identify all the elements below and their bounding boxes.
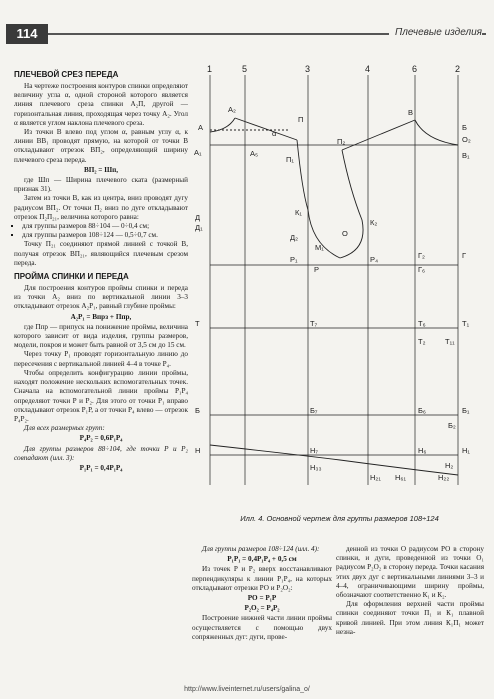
middle-text-column — [192, 545, 332, 642]
paragraph: денной из точки О радиусом РО в сторону спинки, и дуги, проведенной из точки О₁ радиусом Р₂О₂ в сторону переда. Точки касания этих двух дуг с вертикальными линиями 3–3 и 4–4, ограничивающими ширину проймы, обозначают соответственно К₁ и К₂. — [336, 545, 484, 600]
paragraph: На чертеже построения контуров спинки определяют величину угла α, одной стороной которого является линия плечевого среза спинки А₂П, другой — горизонтальная линия, проходящая через точку А₂. Угол α является углом наклона плечевого среза. — [14, 82, 188, 127]
svg-text:Б: Б — [462, 123, 467, 132]
paragraph: где Ппр — припуск на понижение проймы, величина которого зависит от вида изделия, группы размеров, модели, покроя и может быть равной от 3,5 см до 15 см. — [14, 322, 188, 350]
svg-text:2: 2 — [455, 64, 461, 74]
svg-text:Д: Д — [195, 213, 201, 222]
svg-text:Б₆: Б₆ — [418, 406, 426, 415]
svg-text:Б₂: Б₂ — [448, 421, 456, 430]
svg-text:Н₇: Н₇ — [310, 446, 318, 455]
paragraph: Для оформления верхней части проймы спинки соединяют точки П₁ и К₁ плавной кривой линией. При этом линия К₁П₁ может незна- — [336, 600, 484, 636]
svg-text:А: А — [198, 123, 204, 132]
paragraph: Через точку Р₁ проводят горизонтальную линию до пересечения с вертикальной линией 4–4 в точке Р₄. — [14, 350, 188, 368]
svg-text:В: В — [408, 108, 414, 117]
list-item: ▪ для группы размеров 88÷104 — 0÷0,4 см; — [22, 222, 188, 231]
svg-text:Т: Т — [195, 319, 200, 328]
svg-text:Р: Р — [314, 265, 320, 274]
svg-text:Н: Н — [195, 446, 201, 455]
vertical-lines — [210, 75, 458, 485]
paragraph: Для группы размеров 108÷124 (илл. 4): — [202, 545, 320, 553]
formula: Р₁Р₁ = 0,4Р₁Р₄ + 0,5 см — [227, 555, 297, 564]
svg-text:Т₂: Т₂ — [418, 337, 426, 346]
svg-text:Т₆: Т₆ — [418, 319, 426, 328]
formula: Р₁Р₁ = 0,4Р₁Р₄ — [79, 463, 123, 472]
svg-text:К₂: К₂ — [370, 218, 378, 227]
svg-text:П: П — [298, 115, 304, 124]
svg-text:Б: Б — [195, 406, 200, 415]
footer-url[interactable]: http://www.liveinternet.ru/users/galina_o/ — [184, 686, 310, 693]
paragraph: Точку П₂₁ соединяют прямой линией с точкой В, получая отрезок ВП₂₁, являющийся плечевым срезом переда. — [14, 240, 188, 267]
pattern-drawing — [190, 60, 490, 530]
svg-text:α: α — [272, 129, 277, 138]
front-neck — [415, 120, 458, 145]
paragraph: Из точки В влево под углом α, равным углу α, к линии ВВ₁ проводят прямую, на которой от точки В откладывают отрезок ВП₂, определяющий ширину плечевого среза переда. — [14, 128, 188, 164]
right-text-column — [336, 545, 484, 637]
svg-text:П₂: П₂ — [337, 137, 346, 146]
svg-text:П₁: П₁ — [286, 155, 294, 164]
bullet-list — [14, 222, 188, 240]
svg-text:Т₁: Т₁ — [462, 319, 470, 328]
page-number: 114 — [6, 24, 48, 44]
paragraph: Для построения контуров проймы спинки и переда из точки А₂ вниз по вертикальной линии 3–3 откладывают отрезок А₂Р₁, равный глубине проймы: — [14, 284, 188, 311]
svg-text:Н₂: Н₂ — [445, 461, 454, 470]
svg-text:К₁: К₁ — [295, 208, 302, 217]
svg-text:Р₁: Р₁ — [290, 255, 298, 264]
front-shoulder — [342, 120, 415, 150]
svg-text:Р₄: Р₄ — [370, 255, 379, 264]
svg-text:В₁: В₁ — [462, 151, 470, 160]
svg-text:Н₁: Н₁ — [462, 446, 470, 455]
paragraph: Для группы размеров 88÷104, где точки Р и Р₂ совпадают (илл. 3): — [14, 444, 188, 462]
svg-text:Н₆: Н₆ — [418, 446, 427, 455]
svg-text:Б₇: Б₇ — [310, 406, 318, 415]
paragraph: Чтобы определить конфигурацию линии проймы, находят положение нескольких вспомогательных точек. Сначала на вспомогательной линии проймы Р₁Р₄ определяют точки Р и Р₂. Для этого от точки Р₁ вправо откладывают отрезок Р₁Р, а от точки Р₄ влево — отрезок Р₄Р₂. — [14, 368, 188, 423]
svg-text:Т₁₁: Т₁₁ — [445, 337, 455, 346]
section-title: ПРОЙМА СПИНКИ И ПЕРЕДА — [14, 272, 129, 282]
svg-text:Н₂₂: Н₂₂ — [438, 473, 450, 482]
pattern-svg — [190, 60, 490, 510]
svg-text:А₂: А₂ — [228, 105, 236, 114]
formula: А₂Р₁ = Впрз + Ппр, — [70, 312, 132, 321]
svg-text:О: О — [342, 229, 348, 238]
svg-text:Д₂: Д₂ — [290, 233, 298, 242]
svg-text:О₂: О₂ — [462, 135, 471, 144]
svg-text:М₁: М₁ — [315, 243, 324, 252]
back-armhole — [297, 140, 340, 258]
svg-text:А₅: А₅ — [250, 149, 259, 158]
svg-text:Т₇: Т₇ — [310, 319, 318, 328]
svg-text:Д₁: Д₁ — [195, 223, 203, 232]
formula: Р₄Р₂ = 0,6Р₁Р₄ — [79, 434, 123, 443]
top-numbers — [207, 64, 460, 74]
back-shoulder — [235, 118, 297, 140]
running-title: Плечевые изделия — [389, 27, 482, 38]
svg-text:Г₆: Г₆ — [418, 265, 426, 274]
front-armhole — [340, 150, 363, 258]
point-labels — [194, 105, 471, 482]
paragraph: где Шп — Ширина плечевого ската (размерный признак 31). — [14, 176, 188, 194]
paragraph: Для всех размерных групп: — [24, 424, 105, 433]
paragraph: Затем из точки В, как из центра, вниз проводят дугу радиусом ВП₂. От точки П₂ вниз по дуге откладывают отрезок П₂П₂₁, величина которого равна: — [14, 194, 188, 221]
svg-text:Г: Г — [462, 251, 467, 260]
page-header — [6, 24, 486, 44]
paragraph: Построение нижней части линии проймы осуществляется с помощью двух сопряженных дуг: дуги, прове- — [192, 614, 332, 641]
svg-text:Б₁: Б₁ — [462, 406, 470, 415]
svg-text:А₁: А₁ — [194, 148, 202, 157]
svg-text:5: 5 — [242, 64, 248, 74]
svg-text:Н₃₃: Н₃₃ — [310, 463, 322, 472]
left-text-column — [14, 66, 188, 474]
formula: Р₂О₂ = Р₄Р₂ — [244, 604, 280, 613]
formula: РО = Р₁Р — [247, 594, 277, 603]
list-item: ▪ для группы размеров 108÷124 — 0,5÷0,7 см. — [22, 231, 188, 240]
formula: ВП₂ = Шп, — [83, 165, 119, 174]
paragraph: Из точек Р и Р₂ вверх восстанавливают перпендикуляры к линии Р₁Р₄, на которых откладывают отрезки РО и Р₂О₂: — [192, 565, 332, 592]
svg-text:3: 3 — [305, 64, 311, 74]
svg-text:4: 4 — [365, 64, 371, 74]
svg-text:Г₂: Г₂ — [418, 251, 425, 260]
svg-text:Н₂₁: Н₂₁ — [370, 473, 381, 482]
svg-text:Н₆₁: Н₆₁ — [395, 473, 406, 482]
section-title: ПЛЕЧЕВОЙ СРЕЗ ПЕРЕДА — [14, 70, 119, 79]
figure-caption: Илл. 4. Основной чертеж для группы размеров 108÷124 — [240, 514, 439, 523]
svg-text:6: 6 — [412, 64, 418, 74]
svg-text:1: 1 — [207, 64, 213, 74]
